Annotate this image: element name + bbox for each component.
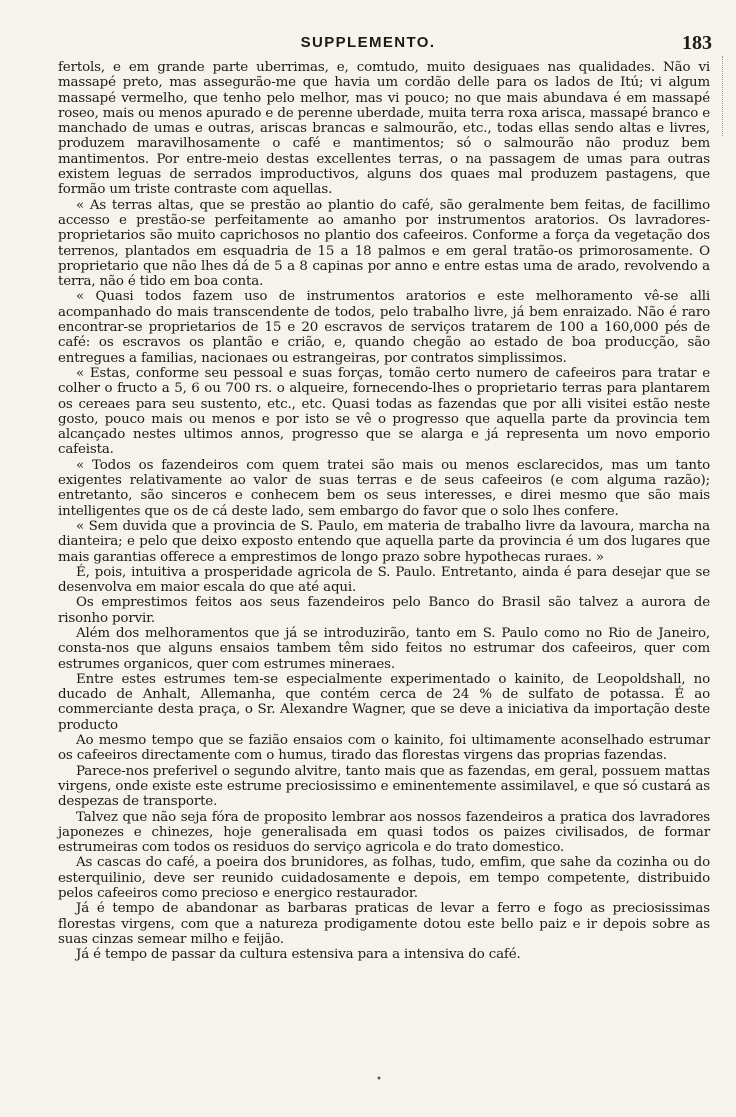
margin-mark [722,56,724,136]
paragraph: Entre estes estrumes tem-se especialmente experimentado o kainito, de Leopoldshall, no ducado de Anhalt, Allemanha, que contém cerca de 24 % de sulfato de potassa. É ao commerciante desta praça, o Sr. Alexandre Wagner, que se deve a iniciativa da importação deste producto [58,671,710,733]
print-dot: • [376,1074,382,1085]
paragraph: Os emprestimos feitos aos seus fazendeiros pelo Banco do Brasil são talvez a aurora de risonho porvir. [58,595,710,626]
paragraph: Já é tempo de abandonar as barbaras praticas de levar a ferro e fogo as preciosissimas florestas virgens, com que a natureza prodigamente dotou este bello paiz e ir depois sobre as suas cinzas semear milho e feijão. [58,901,710,947]
paragraph: Talvez que não seja fóra de proposito lembrar aos nossos fazendeiros a pratica dos lavradores japonezes e chinezes, hoje generalisada em quasi todos os paizes civilisados, de formar estrumeiras com todos os residuos do serviço agricola e do trato domestico. [58,809,710,856]
article-body [58,60,710,963]
paragraph: fertols, e em grande parte uberrimas, e, comtudo, muito desiguaes nas qualidades. Não vi massapé preto, mas assegurão-me que havia um cordão delle para os lados de Itú; vi algum massapé vermelho, que tenho pelo melhor, mas vi pouco; no que mais abundava é em massapé roseo, mais ou menos apurado e de perenne uberdade, muita terra roxa arisca, massapé branco e manchado de umas e outras, ariscas brancas e salmourão, etc., todas ellas sendo altas e livres, produzem maravilhosamente o café e mantimentos; só o salmourão não produz bem mantimentos. Por entre-meio destas excellentes terras, o na passagem de umas para outras existem leguas de serrados improductivos, alguns dos quaes mal produzem pastagens, que formão um triste contraste com aquellas. [58,60,710,198]
paragraph: « Todos os fazendeiros com quem tratei são mais ou menos esclarecidos, mas um tanto exigentes relativamente ao valor de suas terras e de seus cafeeiros (e com alguma razão); entretanto, são sinceros e conhecem bem os seus interesses, e direi mesmo que são mais intelligentes que os de cá deste lado, sem embargo do favor que o solo lhes confere. [58,457,710,519]
paragraph: As cascas do café, a poeira dos brunidores, as folhas, tudo, emfim, que sahe da cozinha ou do esterquilinio, deve ser reunido cuidadosamente e depois, em tempo competente, distribuido pelos cafeeiros como precioso e energico restaurador. [58,855,710,902]
paragraph: É, pois, intuitiva a prosperidade agricola de S. Paulo. Entretanto, ainda é para desejar que se desenvolva em maior escala do que até aqui. [58,564,710,596]
paragraph: Além dos melhoramentos que já se introduzirão, tanto em S. Paulo como no Rio de Janeiro, consta-nos que alguns ensaios tambem têm sido feitos no estrumar dos cafeeiros, quer com estrumes organicos, quer com estrumes mineraes. [58,625,710,672]
page-number: 183 [682,32,712,54]
paragraph: « Estas, conforme seu pessoal e suas forças, tomão certo numero de cafeeiros para tratar e colher o fructo a 5, 6 ou 700 rs. o alqueire, fornecendo-lhes o proprietario terras para plantarem os cereaes para seu sustento, etc., etc. Quasi todas as fazendas que por alli visitei estão neste gosto, pouco mais ou menos e por isto se vê o progresso que aquella parte da provincia tem alcançado nestes ultimos annos, progresso que se alarga e já representa um novo emporio cafeista. [58,365,710,458]
paragraph: Já é tempo de passar da cultura estensiva para a intensiva do café. [76,947,521,963]
paragraph: « As terras altas, que se prestão ao plantio do café, são geralmente bem feitas, de facillimo accesso e prestão-se perfeitamente ao amanho por instrumentos aratorios. Os lavradores-proprietarios são muito caprichosos no plantio dos cafeeiros. Conforme a força da vegetação dos terrenos, plantados em esquadria de 15 a 18 palmos e em geral tratão-os primorosamente. O proprietario que não lhes dá de 5 a 8 capinas por anno e entre estas uma de arado, revolvendo a terra, não é tido em boa conta. [58,197,710,290]
paragraph: « Quasi todos fazem uso de instrumentos aratorios e este melhoramento vê-se alli acompanhado do mais transcendente de todos, pelo trabalho livre, já bem enraizado. Não é raro encontrar-se proprietarios de 15 e 20 escravos de serviços tratarem de 100 a 160,000 pés de café: os escravos os plantão e crião, e, quando chegão ao estado de boa producção, são entregues a familias, nacionaes ou estrangeiras, por contratos simplissimos. [58,289,710,366]
running-title: SUPPLEMENTO. [300,34,436,51]
paragraph: Parece-nos preferivel o segundo alvitre, tanto mais que as fazendas, em geral, possuem mattas virgens, onde existe este estrume preciosissimo e eminentemente assimilavel, e que só custará as despezas de transporte. [58,763,710,810]
paragraph: Ao mesmo tempo que se fazião ensaios com o kainito, foi ultimamente aconselhado estrumar os cafeeiros directamente com o humus, tirado das florestas virgens das proprias fazendas. [58,733,710,764]
page-header [0,34,736,56]
paragraph: « Sem duvida que a provincia de S. Paulo, em materia de trabalho livre da lavoura, marcha na dianteira; e pelo que deixo exposto entendo que aquella parte da provincia é um dos lugares que mais garantias offerece a emprestimos de longo prazo sobre hypothecas ruraes. » [58,518,710,565]
